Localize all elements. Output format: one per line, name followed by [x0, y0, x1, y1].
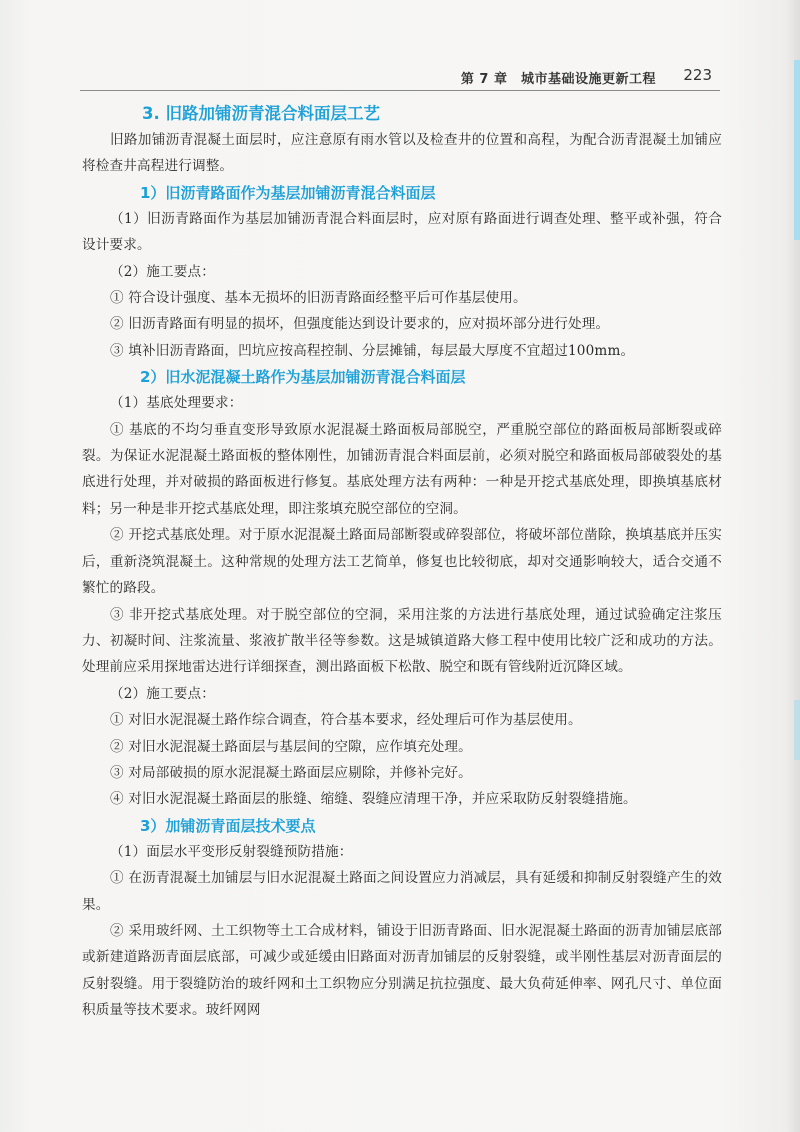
running-header	[80, 64, 720, 91]
paragraph: （2）施工要点：	[110, 685, 216, 702]
paragraph: （2）施工要点：	[110, 263, 216, 280]
list-item: ① 在沥青混凝土加铺层与旧水泥混凝土路面之间设置应力消减层，具有延缓和抑制反射裂缝产生的效果。	[82, 870, 722, 913]
side-thumb-tab	[794, 60, 800, 240]
list-item: ③ 非开挖式基底处理。对于脱空部位的空洞，采用注浆的方法进行基底处理，通过试验确定注浆压力、初凝时间、注浆流量、浆液扩散半径等参数。这是城镇道路大修工程中使用比较广泛和成功的方法。处理前应采用探地雷达进行详细探查，测出路面板下松散、脱空和既有管线附近沉降区域。	[82, 606, 722, 676]
chapter-title: 第 7 章 城市基础设施更新工程	[460, 72, 656, 87]
list-item: ② 采用玻纤网、土工织物等土工合成材料，铺设于旧沥青路面、旧水泥混凝土路面的沥青加铺层底部或新建道路沥青面层底部，可减少或延缓由旧路面对沥青加铺层的反射裂缝，或半刚性基层对沥青面层的反射裂缝。用于裂缝防治的玻纤网和土工织物应分别满足抗拉强度、最大负荷延伸率、网孔尺寸、单位面积质量等技术要求。玻纤网网	[82, 922, 722, 1019]
list-item: ③ 对局部破损的原水泥混凝土路面层应剔除，并修补完好。	[110, 764, 472, 781]
list-item: ② 对旧水泥混凝土路面层与基层间的空隙，应作填充处理。	[110, 738, 472, 755]
paragraph: （1）面层水平变形反射裂缝预防措施：	[110, 843, 353, 860]
list-item: ② 旧沥青路面有明显的损坏，但强度能达到设计要求的，应对损坏部分进行处理。	[110, 316, 610, 333]
list-item: ③ 填补旧沥青路面，凹坑应按高程控制、分层摊铺，每层最大厚度不宜超过100mm。	[110, 342, 635, 359]
paragraph: （1）基底处理要求：	[110, 395, 243, 412]
subsection-heading: 3）加铺沥青面层技术要点	[140, 816, 316, 835]
paragraph: 旧路加铺沥青混凝土面层时，应注意原有雨水管以及检查井的位置和高程，为配合沥青混凝土加铺应将检查井高程进行调整。	[82, 132, 722, 175]
list-item: ④ 对旧水泥混凝土路面层的胀缝、缩缝、裂缝应清理干净，并应采取防反射裂缝措施。	[110, 791, 637, 808]
list-item: ① 符合设计强度、基本无损坏的旧沥青路面经整平后可作基层使用。	[110, 290, 527, 307]
side-thumb-tab-lower	[794, 700, 800, 760]
page-content	[82, 100, 722, 1024]
subsection-heading: 2）旧水泥混凝土路作为基层加铺沥青混合料面层	[140, 368, 466, 387]
list-item: ① 基底的不均匀垂直变形导致原水泥混凝土路面板局部脱空，严重脱空部位的路面板局部断裂或碎裂。为保证水泥混凝土路面板的整体刚性，加铺沥青混合料面层前，必须对脱空和路面板局部破裂处的基底进行处理，并对破损的路面板进行修复。基底处理方法有两种：一种是开挖式基底处理，即换填基底材料；另一种是非开挖式基底处理，即注浆填充脱空部位的空洞。	[82, 421, 722, 517]
paragraph: （1）旧沥青路面作为基层加铺沥青混合料面层时，应对原有路面进行调查处理、整平或补强，符合设计要求。	[82, 210, 722, 254]
section-heading: 3. 旧路加铺沥青混合料面层工艺	[142, 104, 380, 123]
list-item: ② 开挖式基底处理。对于原水泥混凝土路面局部断裂或碎裂部位，将破坏部位凿除，换填基底并压实后，重新浇筑混凝土。这种常规的处理方法工艺简单，修复也比较彻底，却对交通影响较大，适合交通不繁忙的路段。	[82, 527, 722, 597]
subsection-heading: 1）旧沥青路面作为基层加铺沥青混合料面层	[140, 183, 436, 202]
page-number: 223	[683, 66, 712, 84]
list-item: ① 对旧水泥混凝土路作综合调查，符合基本要求，经处理后可作为基层使用。	[110, 712, 582, 729]
